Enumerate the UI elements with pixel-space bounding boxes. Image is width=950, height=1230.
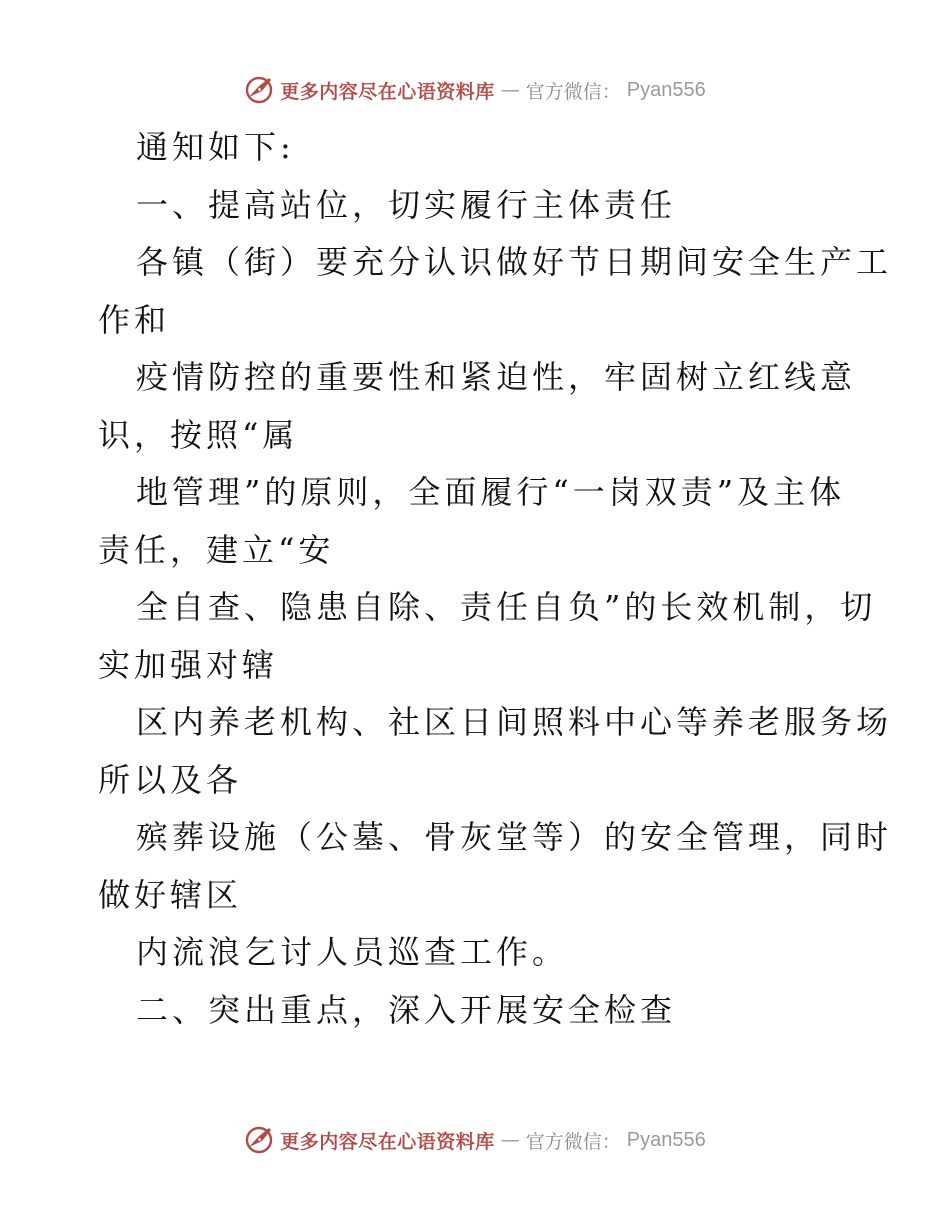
paragraph-line: 所以及各 (98, 760, 243, 799)
paragraph-line: 区内养老机构、社区日间照料中心等养老服务场 (136, 703, 893, 741)
section-heading: 二、突出重点，深入开展安全检查 (136, 990, 677, 1029)
pen-circle-logo-icon (244, 1125, 274, 1155)
paragraph-line: 疫情防控的重要性和紧迫性，牢固树立红线意 (136, 358, 857, 396)
footer-brand-text: 更多内容尽在心语资料库 (280, 1130, 495, 1153)
header-separator: — (500, 79, 520, 101)
header-brand-text: 更多内容尽在心语资料库 (280, 80, 495, 103)
footer-separator: — (500, 1129, 520, 1151)
paragraph-line: 做好辖区 (98, 875, 243, 914)
paragraph-line: 责任，建立“安 (98, 530, 335, 569)
header-banner (0, 70, 950, 110)
footer-banner (0, 1120, 950, 1160)
footer-wechat-id: Pyan556 (626, 1128, 706, 1151)
paragraph-line: 通知如下: (136, 128, 295, 166)
section-heading: 一、提高站位，切实履行主体责任 (136, 185, 677, 224)
paragraph-line: 作和 (98, 300, 171, 339)
paragraph-line: 实加强对辖 (98, 645, 279, 684)
paragraph-line: 殡葬设施（公墓、骨灰堂等）的安全管理，同时 (136, 818, 893, 856)
paragraph-line: 内流浪乞讨人员巡查工作。 (136, 933, 569, 971)
paragraph-line: 地管理”的原则，全面履行“一岗双责”及主体 (136, 473, 846, 511)
paragraph-line: 全自查、隐患自除、责任自负”的长效机制，切 (136, 588, 877, 626)
header-wechat-id: Pyan556 (626, 78, 706, 101)
footer-wechat-label: 官方微信： (525, 1130, 621, 1153)
paragraph-line: 各镇（街）要充分认识做好节日期间安全生产工 (136, 243, 893, 281)
paragraph-line: 识，按照“属 (98, 415, 299, 454)
pen-circle-logo-icon (244, 75, 274, 105)
header-wechat-label: 官方微信： (525, 80, 621, 103)
document-body (98, 119, 893, 1039)
